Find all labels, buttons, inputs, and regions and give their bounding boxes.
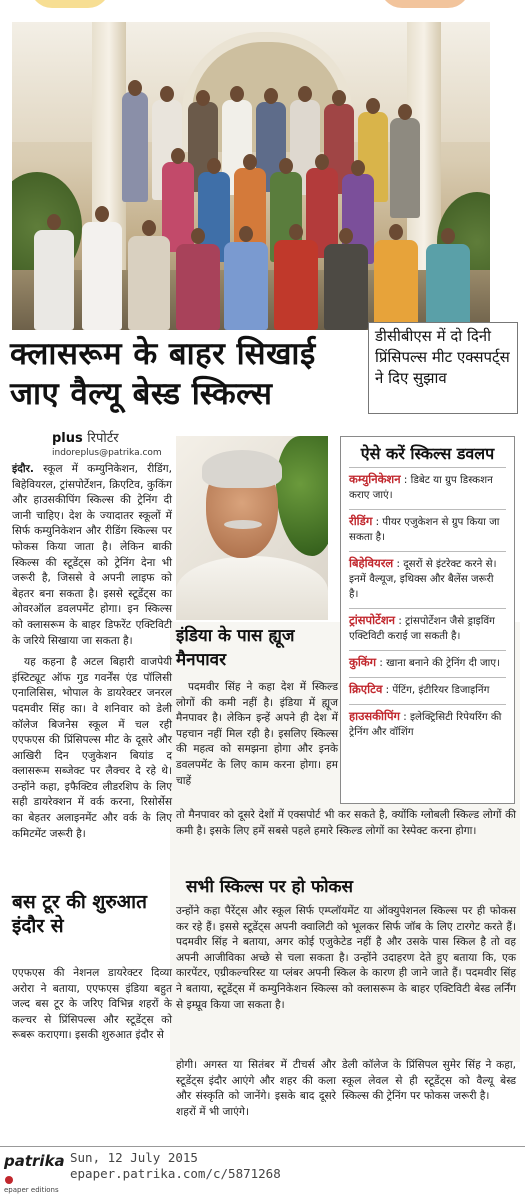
speaker-portrait — [176, 436, 328, 620]
dateline: इंदौर. — [12, 463, 34, 475]
tip-item: कम्युनिकेशन : डिबेट या ग्रुप डिस्कशन कराए जाएं। — [349, 467, 506, 509]
decor-arc — [30, 0, 110, 8]
byline-email[interactable]: indoreplus@patrika.com — [52, 448, 162, 458]
side-headline-text: डीसीबीएस में दो दिनी प्रिंसिपल्स मीट एक्सपर्ट्स ने दिए सुझाव — [375, 327, 510, 387]
tip-item: ट्रांसपोर्टेशन : ट्रांसपोर्टेशन जैसे ड्राइविंग एक्टिविटी कराई जा सकती है। — [349, 608, 506, 650]
patrika-logo[interactable] — [4, 1152, 65, 1194]
paragraph: एएफएस की नेशनल डायरेक्टर दिव्या अरोरा ने बताया, एएफएस इंडिया बहुत जल्द बस टूर के जरिए विभिन्न शहरों के कल्चर से प्रिंसिपल्स और स्टूडेंट्स को रूबरू कराएगा। इसकी शुरुआत इंदौर से — [12, 967, 172, 1042]
paragraph: यह कहना है अटल बिहारी वाजपेयी इंस्टिट्यूट ऑफ गुड गवर्नेंस एंड पॉलिसी एनालिसिस, भोपाल के डायरेक्टर जनरल पदमवीर सिंह का। वे शनिवार को डेली कॉलेज बिजनेस स्कूल में चल रही एएफएस की प्रिंसिपल्स मीट के दूसरे और आखिरी दिन एजुकेशन बियांड द क्लासरूम सब्जेक्ट पर लैक्चर दे रहे थे। उन्होंने कहा, इफैक्टिव लीडरशिप के लिए सही डायरेक्शन में वर्क करना, रिसोर्सेस का बेहतर अलाइनमेंट और वर्क के लिए कमिटमेंट जरूरी है। — [12, 656, 172, 840]
decor-arc — [380, 0, 470, 8]
paragraph: तो मैनपावर को दूसरे देशों में एक्सपोर्ट भी कर सकते है, क्योंकि ग्लोबली स्किल्ड लोगों की कमी है। इसके लिए हमें सबसे पहले हमारे स्किल्ड लोगों का रेस्पेक्ट करना होगा। — [176, 809, 516, 837]
paragraph: डेली कॉलेज के प्रिंसिपल सुमेर सिंह ने कहा, स्कूल लेवल से ही स्टूडेंट्स को वैल्यू बेस्ड स्किल्स की ट्रेनिंग पर फोकस जरूरी है। — [342, 1059, 516, 1103]
paragraph: पदमवीर सिंह ने कहा देश में स्किल्ड लोगों की कमी नहीं है। इंडिया में ह्यूज मैनपावर है। लेकिन इन्हें अपने ही देश में पहचान नहीं मिल रही है। इसलिए स्किल्स की महत्व को समझना होगा और इनके डवलपमेंट के लिए काम करना होगा। हम चाहें — [176, 681, 338, 787]
edition-url[interactable]: epaper.patrika.com/c/5871268 — [70, 1166, 281, 1181]
subheading-manpower: इंडिया के पास ह्यूज मैनपावर — [176, 626, 295, 670]
tip-item: हाउसकीपिंग : इलेक्ट्रिसिटी रिपेयरिंग की ट्रेनिंग और वॉशिंग — [349, 704, 506, 746]
byline-label: रिपोर्टर — [87, 431, 119, 446]
top-strip — [0, 0, 525, 20]
paragraph: उन्होंने कहा पैरेंट्स और स्कूल सिर्फ एम्प्लॉयमेंट या ऑक्युपेशनल स्किल्स पर ही फोकस कर रहे हैं। इससे स्टूडेंट्स अपनी क्वालिटी को भूलकर सिर्फ जॉब के लिए टारगेट करते हैं। पदमवीर सिंह ने बताया, अगर कोई एजुकेटेड नहीं है और उसके पास स्किल है तो वह अपनी आजीविका अच्छे से चला सकता है। उन्होंने उदाहरण देते हुए बताया कि, एक कारपेंटर, एग्रीकल्चरिस्ट या प्लंबर अपनी स्किल के कारण ही जाने जाते हैं। पदमवीर सिंह ने बताया, स्टूडेंट्स में कम्युनिकेशन स्किल्स को क्लासरूम के बाहर एक्टिविटी बेस्ड लर्निंग से इम्प्रूव किया जा सकता है। — [176, 905, 516, 1011]
byline-brand: plus — [52, 431, 83, 446]
tip-item: कुकिंग : खाना बनाने की ट्रेनिंग दी जाए। — [349, 650, 506, 677]
logo-subtext: epaper editions — [4, 1186, 59, 1194]
byline — [52, 428, 170, 458]
edition-date: Sun, 12 July 2015 — [70, 1150, 198, 1165]
logo-text: patrika — [4, 1152, 65, 1170]
headline-title: क्लासरूम के बाहर सिखाई जाए वैल्यू बेस्ड स्किल्स — [10, 336, 316, 412]
side-headline — [368, 322, 518, 414]
subheading-focus: सभी स्किल्स पर हो फोकस — [186, 877, 354, 897]
subheading-bus-tour: बस टूर की शुरुआत इंदौर से — [12, 891, 147, 937]
paragraph: होगी। अगस्त या सितंबर में टीचर्स और स्टूडेंट्स इंदौर आएंगे और शहर की कला और संस्कृति को जानेंगे। इसके बाद दूसरे शहरों में भी जाएंगे। — [176, 1059, 336, 1118]
logo-dot-icon — [5, 1176, 13, 1184]
headline — [10, 334, 370, 420]
tips-title: ऐसे करें स्किल्स डवलप — [360, 444, 495, 463]
edition-meta — [70, 1150, 370, 1182]
skills-tips-box — [340, 436, 515, 804]
paragraph: स्कूल में कम्युनिकेशन, रीडिंग, बिहेवियरल, ट्रांसपोर्टेशन, क्रिएटिव, कुकिंग और हाउसकीपिंग स्किल्स की ट्रेनिंग दी जानी चाहिए। देश के ज्यादातर स्कूलों में सिर्फ कम्युनिकेशन और रीडिंग स्किल्स पर फोकस किया जाता है। लेकिन बाकी स्किल्स की स्टूडेंट्स को ट्रेनिंग देना भी जरूरी है, जिससे वे अपनी लाइफ को बेहतर बना सकता है। इससे स्टूडेंट्स का ओवरऑल डवलपमेंट होगा। इन स्किल्स को क्लासरूम के बाहर डिफरेंट एक्टिविटी के जरिये सिखाया जा सकता है। — [12, 463, 172, 647]
tip-item: बिहेवियरल : दूसरों से इंटरेक्ट करने से। इनमें वैल्यूज, इथिक्स और बैलेंस जरूरी है। — [349, 551, 506, 608]
tip-item: रीडिंग : पीयर एजुकेशन से ग्रुप किया जा सकता है। — [349, 509, 506, 551]
left-column — [12, 462, 172, 848]
tip-item: क्रिएटिव : पेंटिंग, इंटीरियर डिजाइनिंग — [349, 677, 506, 704]
group-photo — [12, 22, 490, 330]
middle-column — [176, 680, 338, 789]
